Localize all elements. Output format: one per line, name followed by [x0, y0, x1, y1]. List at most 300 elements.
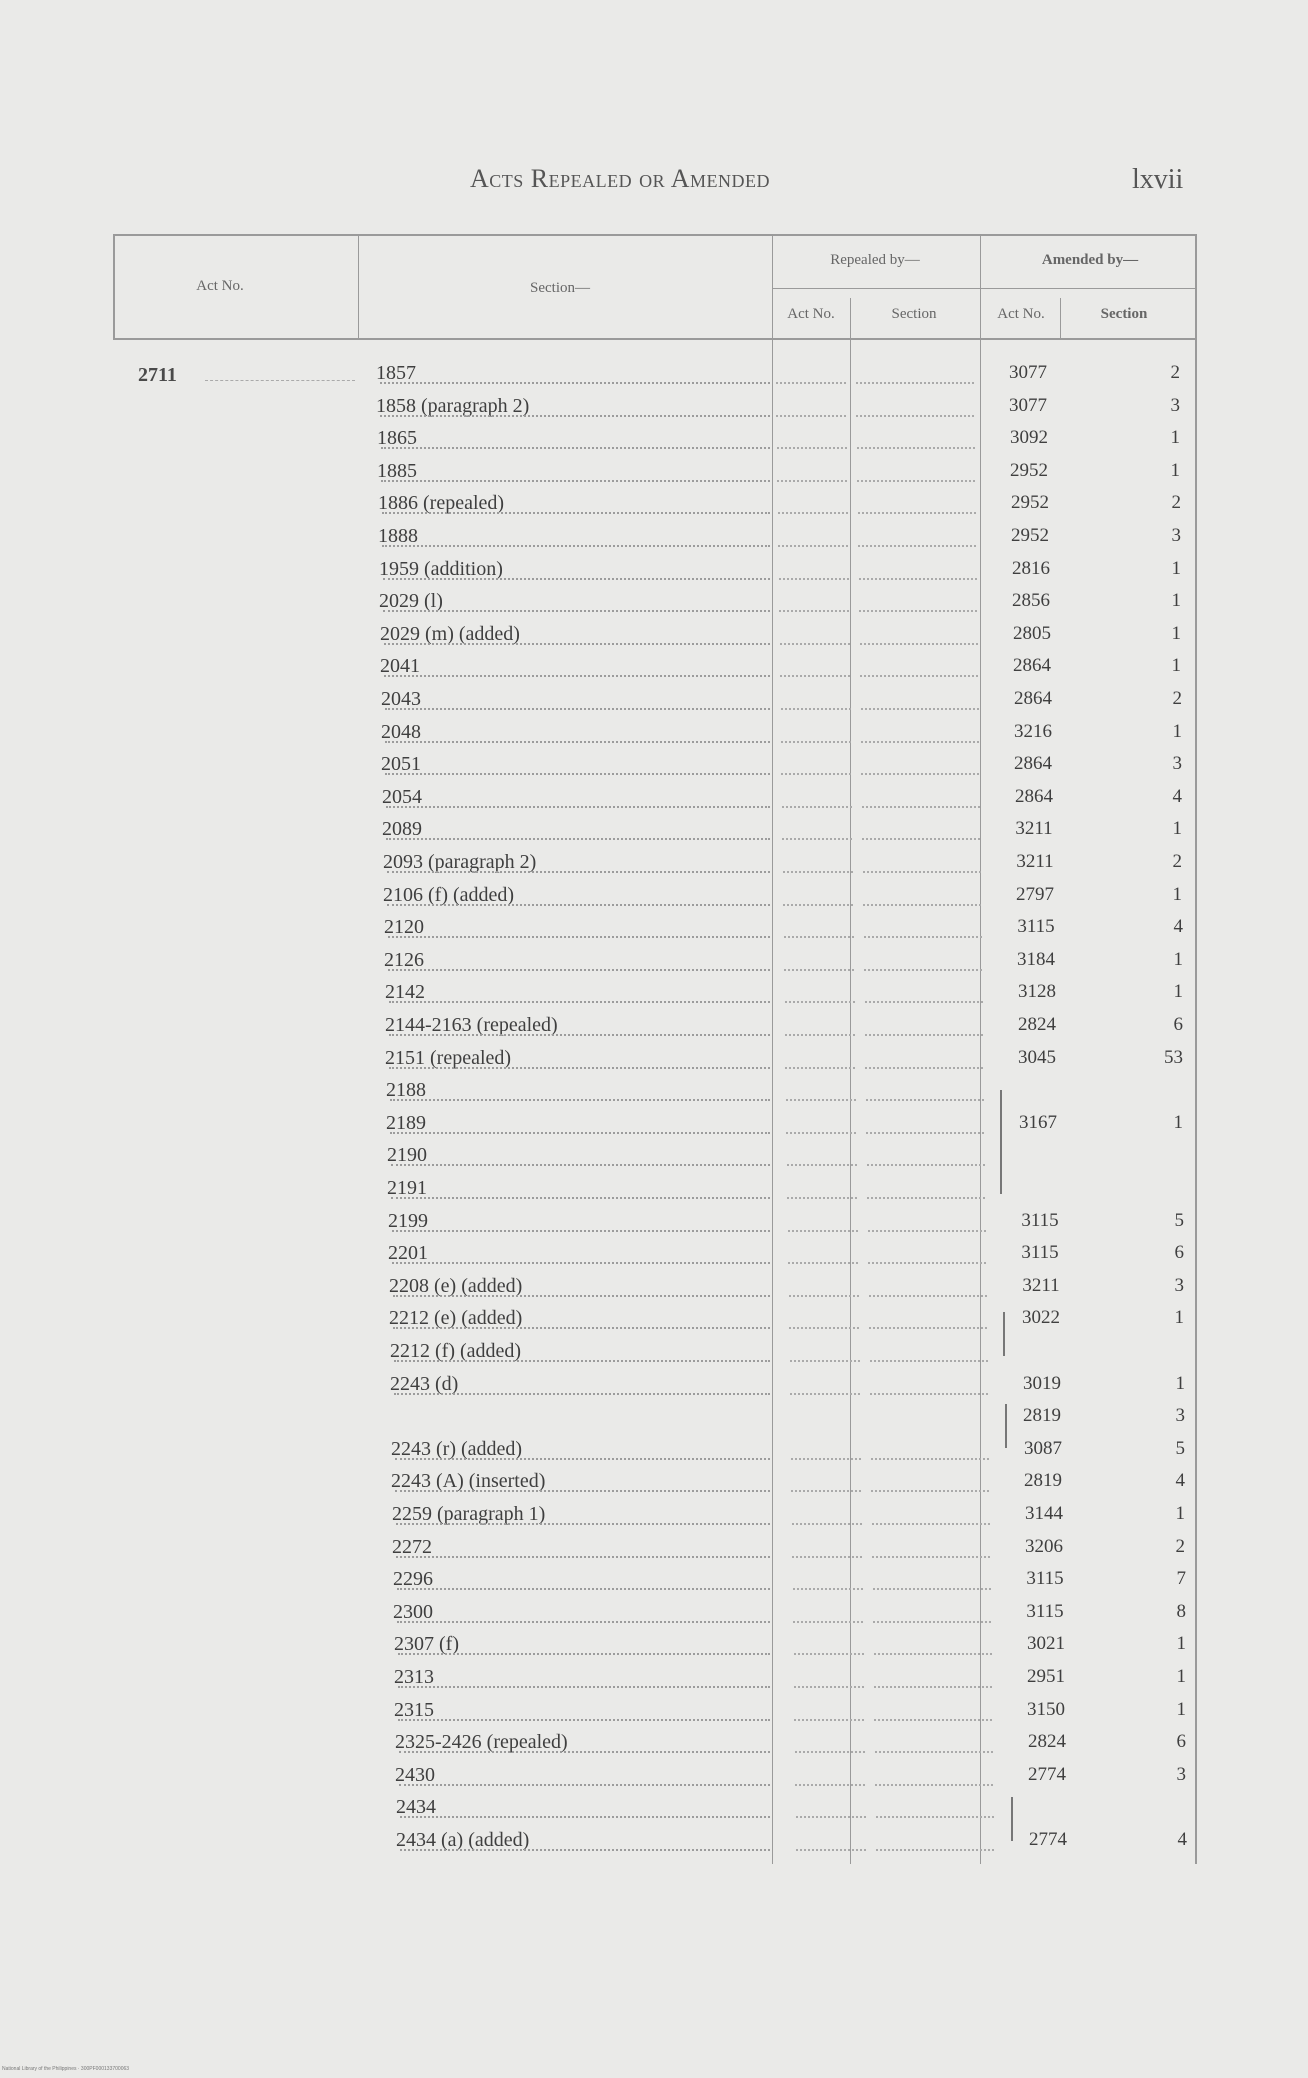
row-section: 2212 (e) (added) [389, 1307, 523, 1329]
repealed-section-blank [874, 1653, 992, 1655]
amended-act-no: 2952 [1010, 460, 1048, 481]
repealed-act-blank [794, 1719, 864, 1721]
row-section: 2212 (f) (added) [390, 1340, 522, 1362]
brace-2243 [1005, 1404, 1013, 1448]
repealed-section-blank [875, 1751, 993, 1753]
row-section: 2089 [382, 818, 422, 840]
repealed-section-blank [868, 1262, 986, 1264]
table-row [0, 1144, 1308, 1174]
row-leader [391, 1164, 770, 1166]
row-leader [388, 936, 770, 938]
table-row [0, 460, 1308, 490]
row-section: 2048 [381, 721, 421, 743]
amended-section: 6 [1174, 1242, 1184, 1263]
repealed-act-blank [788, 1230, 858, 1232]
repealed-act-blank [781, 708, 851, 710]
repealed-act-blank [796, 1816, 866, 1818]
amended-section: 7 [1176, 1568, 1186, 1589]
repealed-act-blank [785, 1067, 855, 1069]
repealed-section-blank [861, 773, 979, 775]
repealed-section-blank [861, 741, 979, 743]
amended-section: 2 [1172, 688, 1182, 709]
amended-act-no: 3022 [1022, 1307, 1060, 1328]
table-row [0, 395, 1308, 425]
amended-section: 6 [1173, 1014, 1183, 1035]
row-section: 2120 [384, 916, 424, 938]
row-leader [389, 1001, 770, 1003]
row-leader [383, 578, 770, 580]
amended-act-no: 3128 [1018, 981, 1056, 1002]
amended-act-no: 2774 [1028, 1764, 1066, 1785]
header-repealed-by: Repealed by— [830, 252, 920, 268]
repealed-act-blank [793, 1621, 863, 1623]
repealed-section-blank [867, 1164, 985, 1166]
row-leader [382, 545, 770, 547]
column-divider-amended [1060, 298, 1061, 338]
row-leader [389, 1067, 770, 1069]
repealed-act-blank [795, 1751, 865, 1753]
table-row [0, 1796, 1308, 1826]
amended-act-no: 3115 [1021, 1210, 1059, 1231]
repealed-act-blank [796, 1849, 866, 1851]
table-row [0, 427, 1308, 457]
repealed-section-blank [876, 1849, 994, 1851]
row-section: 2106 (f) (added) [383, 884, 515, 906]
amended-section: 3 [1175, 1405, 1185, 1426]
row-section: 2307 (f) [394, 1633, 459, 1655]
row-section: 2208 (e) (added) [389, 1275, 523, 1297]
amended-section: 3 [1171, 525, 1181, 546]
row-leader [385, 773, 770, 775]
repealed-section-blank [865, 1001, 983, 1003]
repealed-act-blank [780, 643, 850, 645]
table-row [0, 655, 1308, 685]
repealed-act-blank [778, 545, 848, 547]
repealed-act-blank [785, 1034, 855, 1036]
repealed-section-blank [868, 1230, 986, 1232]
amended-act-no: 2952 [1011, 492, 1049, 513]
repealed-act-blank [787, 1164, 857, 1166]
row-leader [400, 1849, 770, 1851]
row-leader [383, 610, 770, 612]
row-leader [397, 1588, 770, 1590]
row-leader [395, 1490, 770, 1492]
row-section: 2043 [381, 688, 421, 710]
amended-section: 1 [1176, 1633, 1186, 1654]
header-act-no: Act No. [196, 278, 244, 294]
amended-section: 1 [1173, 981, 1183, 1002]
table-row [0, 1699, 1308, 1729]
table-row [0, 1633, 1308, 1663]
table-row [0, 851, 1308, 881]
amended-section: 1 [1170, 427, 1180, 448]
repealed-section-blank [857, 480, 975, 482]
row-section: 2315 [394, 1699, 434, 1721]
row-leader [399, 1751, 770, 1753]
row-section: 2272 [392, 1536, 432, 1558]
repealed-act-blank [776, 415, 846, 417]
amended-section: 4 [1177, 1829, 1187, 1850]
amended-act-no: 2805 [1013, 623, 1051, 644]
row-section: 2190 [387, 1144, 427, 1166]
table-row [0, 1536, 1308, 1566]
repealed-section-blank [865, 1067, 983, 1069]
row-section: 2300 [393, 1601, 433, 1623]
repealed-section-blank [859, 610, 977, 612]
header-amended-section: Section [1100, 306, 1148, 322]
table-row [0, 981, 1308, 1011]
amended-section: 4 [1172, 786, 1182, 807]
repealed-act-blank [792, 1523, 862, 1525]
amended-section: 3 [1174, 1275, 1184, 1296]
column-divider-act [358, 234, 359, 338]
table-row [0, 753, 1308, 783]
repealed-act-blank [785, 1001, 855, 1003]
repealed-section-blank [865, 1034, 983, 1036]
table-row [0, 1405, 1308, 1435]
repealed-section-blank [866, 1132, 984, 1134]
row-leader [384, 643, 770, 645]
amended-act-no: 2951 [1027, 1666, 1065, 1687]
repealed-section-blank [871, 1458, 989, 1460]
amended-section: 1 [1175, 1373, 1185, 1394]
amended-section: 1 [1171, 590, 1181, 611]
repealed-section-blank [876, 1816, 994, 1818]
repealed-act-blank [776, 382, 846, 384]
row-section: 2144-2163 (repealed) [385, 1014, 558, 1036]
amended-act-no: 2797 [1016, 884, 1054, 905]
row-leader [391, 1197, 770, 1199]
repealed-act-blank [786, 1132, 856, 1134]
repealed-act-blank [780, 675, 850, 677]
repealed-section-blank [863, 871, 981, 873]
table-row [0, 362, 1308, 392]
table-row [0, 558, 1308, 588]
amended-act-no: 2824 [1028, 1731, 1066, 1752]
row-leader [398, 1653, 770, 1655]
amended-act-no: 3206 [1025, 1536, 1063, 1557]
table-row [0, 1177, 1308, 1207]
repealed-section-blank [858, 545, 976, 547]
repealed-act-blank [779, 578, 849, 580]
amended-section: 2 [1171, 492, 1181, 513]
amended-section: 6 [1176, 1731, 1186, 1752]
table-row [0, 1470, 1308, 1500]
table-row [0, 786, 1308, 816]
amended-act-no: 3077 [1009, 362, 1047, 383]
amended-act-no: 2952 [1011, 525, 1049, 546]
row-leader [390, 1099, 770, 1101]
table-row [0, 688, 1308, 718]
amended-act-no: 2864 [1014, 688, 1052, 709]
amended-act-no: 3077 [1009, 395, 1047, 416]
row-section: 2029 (l) [379, 590, 443, 612]
repealed-section-blank [872, 1556, 990, 1558]
row-section: 2430 [395, 1764, 435, 1786]
repealed-act-blank [781, 773, 851, 775]
row-section: 2151 (repealed) [385, 1047, 512, 1069]
brace-2212 [1003, 1312, 1011, 1356]
row-section: 2325-2426 (repealed) [395, 1731, 568, 1753]
amended-act-no: 2819 [1023, 1405, 1061, 1426]
repealed-act-blank [787, 1197, 857, 1199]
row-section: 2201 [388, 1242, 428, 1264]
amended-act-no: 3167 [1019, 1112, 1057, 1133]
row-leader [387, 871, 770, 873]
row-section: 2243 (d) [390, 1373, 459, 1395]
repealed-act-blank [789, 1327, 859, 1329]
table-row [0, 1438, 1308, 1468]
row-leader [385, 708, 770, 710]
row-leader [381, 447, 770, 449]
amended-act-no: 2864 [1013, 655, 1051, 676]
header-repealed-act-no: Act No. [787, 306, 835, 322]
amended-section: 1 [1171, 558, 1181, 579]
amended-section: 3 [1170, 395, 1180, 416]
amended-act-no: 3087 [1024, 1438, 1062, 1459]
row-section: 2188 [386, 1079, 426, 1101]
repealed-act-blank [781, 741, 851, 743]
row-section: 2313 [394, 1666, 434, 1688]
row-leader [380, 415, 770, 417]
row-leader [390, 1132, 770, 1134]
repealed-section-blank [866, 1099, 984, 1101]
row-leader [399, 1784, 770, 1786]
amended-act-no: 3115 [1017, 916, 1055, 937]
table-row [0, 1242, 1308, 1272]
amended-section: 1 [1172, 721, 1182, 742]
table-row [0, 818, 1308, 848]
repealed-section-blank [863, 904, 981, 906]
repealed-section-blank [864, 969, 982, 971]
table-border-left [113, 234, 115, 338]
repealed-section-blank [860, 643, 978, 645]
repealed-act-blank [788, 1262, 858, 1264]
row-section: 2434 [396, 1796, 436, 1818]
row-leader [400, 1816, 770, 1818]
repealed-act-blank [791, 1490, 861, 1492]
row-leader [384, 675, 770, 677]
row-leader [393, 1295, 770, 1297]
table-row [0, 623, 1308, 653]
repealed-section-blank [873, 1621, 991, 1623]
act-number: 2711 [138, 364, 177, 386]
repealed-act-blank [784, 969, 854, 971]
row-leader [396, 1556, 770, 1558]
amended-section: 3 [1176, 1764, 1186, 1785]
repealed-act-blank [794, 1686, 864, 1688]
repealed-section-blank [871, 1490, 989, 1492]
row-section: 2259 (paragraph 1) [392, 1503, 546, 1525]
amended-act-no: 3211 [1015, 818, 1053, 839]
repealed-act-blank [794, 1653, 864, 1655]
table-row [0, 1568, 1308, 1598]
row-leader [386, 806, 770, 808]
amended-act-no: 2819 [1024, 1470, 1062, 1491]
row-leader [398, 1719, 770, 1721]
repealed-act-blank [782, 838, 852, 840]
running-title: Acts Repealed or Amended [470, 164, 770, 193]
repealed-act-blank [790, 1393, 860, 1395]
amended-section: 4 [1175, 1470, 1185, 1491]
row-leader [389, 1034, 770, 1036]
amended-section: 5 [1175, 1438, 1185, 1459]
repealed-act-blank [791, 1458, 861, 1460]
amended-act-no: 3115 [1026, 1601, 1064, 1622]
amended-act-no: 3211 [1016, 851, 1054, 872]
repealed-act-blank [778, 512, 848, 514]
row-leader [387, 904, 770, 906]
table-row [0, 721, 1308, 751]
repealed-act-blank [779, 610, 849, 612]
table-row [0, 492, 1308, 522]
amended-section: 1 [1176, 1699, 1186, 1720]
row-leader [382, 512, 770, 514]
repealed-act-blank [786, 1099, 856, 1101]
row-leader [386, 838, 770, 840]
repealed-act-blank [783, 871, 853, 873]
table-header-bottom [113, 338, 1195, 340]
repealed-section-blank [857, 447, 975, 449]
header-repealed-section: Section [891, 306, 937, 322]
row-section: 2041 [380, 655, 420, 677]
row-section: 2199 [388, 1210, 428, 1232]
amended-section: 1 [1172, 818, 1182, 839]
repealed-section-blank [859, 578, 977, 580]
row-section: 2051 [381, 753, 421, 775]
repealed-section-blank [869, 1327, 987, 1329]
amended-act-no: 3150 [1027, 1699, 1065, 1720]
amended-section: 2 [1172, 851, 1182, 872]
row-leader [392, 1230, 770, 1232]
table-row [0, 525, 1308, 555]
brace-2188-2191 [1000, 1090, 1008, 1194]
repealed-section-blank [862, 838, 980, 840]
header-section: Section— [530, 280, 590, 296]
table-row [0, 949, 1308, 979]
row-section: 2296 [393, 1568, 433, 1590]
repealed-section-blank [867, 1197, 985, 1199]
table-row [0, 1829, 1308, 1859]
row-section: 2093 (paragraph 2) [383, 851, 537, 873]
amended-section: 1 [1175, 1503, 1185, 1524]
repealed-act-blank [790, 1360, 860, 1362]
amended-act-no: 2864 [1015, 786, 1053, 807]
repealed-act-blank [784, 936, 854, 938]
repealed-act-blank [792, 1556, 862, 1558]
table-row [0, 1601, 1308, 1631]
repealed-act-blank [789, 1295, 859, 1297]
table-row [0, 1666, 1308, 1696]
repealed-section-blank [856, 415, 974, 417]
amended-act-no: 3092 [1010, 427, 1048, 448]
amended-section: 1 [1174, 1307, 1184, 1328]
amended-act-no: 3211 [1022, 1275, 1060, 1296]
repealed-act-blank [783, 904, 853, 906]
amended-act-no: 3144 [1025, 1503, 1063, 1524]
amended-act-no: 2864 [1014, 753, 1052, 774]
amended-act-no: 3019 [1023, 1373, 1061, 1394]
repealed-section-blank [869, 1295, 987, 1297]
repealed-section-blank [875, 1784, 993, 1786]
amended-section: 1 [1171, 655, 1181, 676]
row-section: 2054 [382, 786, 422, 808]
table-row [0, 916, 1308, 946]
amended-section: 8 [1176, 1601, 1186, 1622]
repealed-section-blank [864, 936, 982, 938]
amended-section: 1 [1170, 460, 1180, 481]
table-row [0, 884, 1308, 914]
table-row [0, 1112, 1308, 1142]
row-leader [394, 1360, 770, 1362]
table-row [0, 1047, 1308, 1077]
amended-section: 1 [1171, 623, 1181, 644]
brace-2434 [1011, 1797, 1019, 1841]
table-row [0, 1503, 1308, 1533]
row-leader [393, 1327, 770, 1329]
row-section: 2029 (m) (added) [380, 623, 520, 645]
repealed-section-blank [874, 1719, 992, 1721]
repealed-act-blank [782, 806, 852, 808]
row-leader [397, 1621, 770, 1623]
table-row [0, 590, 1308, 620]
amended-act-no: 2774 [1029, 1829, 1067, 1850]
row-leader [385, 741, 770, 743]
row-section: 2126 [384, 949, 424, 971]
repealed-section-blank [870, 1393, 988, 1395]
row-section: 1888 [378, 525, 418, 547]
amended-section: 1 [1173, 949, 1183, 970]
amended-section: 2 [1175, 1536, 1185, 1557]
row-leader [380, 382, 770, 384]
table-row [0, 1307, 1308, 1337]
row-leader [398, 1686, 770, 1688]
row-section: 2243 (r) (added) [391, 1438, 523, 1460]
repealed-section-blank [861, 708, 979, 710]
row-leader [396, 1523, 770, 1525]
amended-act-no: 3115 [1021, 1242, 1059, 1263]
amended-act-no: 3184 [1017, 949, 1055, 970]
amended-section: 1 [1176, 1666, 1186, 1687]
page-number: lxvii [1132, 164, 1184, 195]
subheader-divider [772, 288, 1195, 289]
row-leader [394, 1393, 770, 1395]
row-section: 1886 (repealed) [378, 492, 505, 514]
amended-section: 3 [1172, 753, 1182, 774]
row-section: 1857 [376, 362, 416, 384]
repealed-act-blank [777, 447, 847, 449]
amended-act-no: 2816 [1012, 558, 1050, 579]
row-section: 2142 [385, 981, 425, 1003]
row-section: 1865 [377, 427, 417, 449]
repealed-act-blank [777, 480, 847, 482]
repealed-section-blank [862, 806, 980, 808]
amended-act-no: 3021 [1027, 1633, 1065, 1654]
row-section: 2189 [386, 1112, 426, 1134]
row-leader [381, 480, 770, 482]
amended-section: 5 [1174, 1210, 1184, 1231]
row-section: 2243 (A) (inserted) [391, 1470, 546, 1492]
table-row [0, 1764, 1308, 1794]
amended-section: 1 [1172, 884, 1182, 905]
header-amended-act-no: Act No. [997, 306, 1045, 322]
amended-section: 4 [1173, 916, 1183, 937]
row-section: 2434 (a) (added) [396, 1829, 530, 1851]
table-row [0, 1373, 1308, 1403]
amended-act-no: 2824 [1018, 1014, 1056, 1035]
amended-act-no: 3216 [1014, 721, 1052, 742]
amended-act-no: 3115 [1026, 1568, 1064, 1589]
